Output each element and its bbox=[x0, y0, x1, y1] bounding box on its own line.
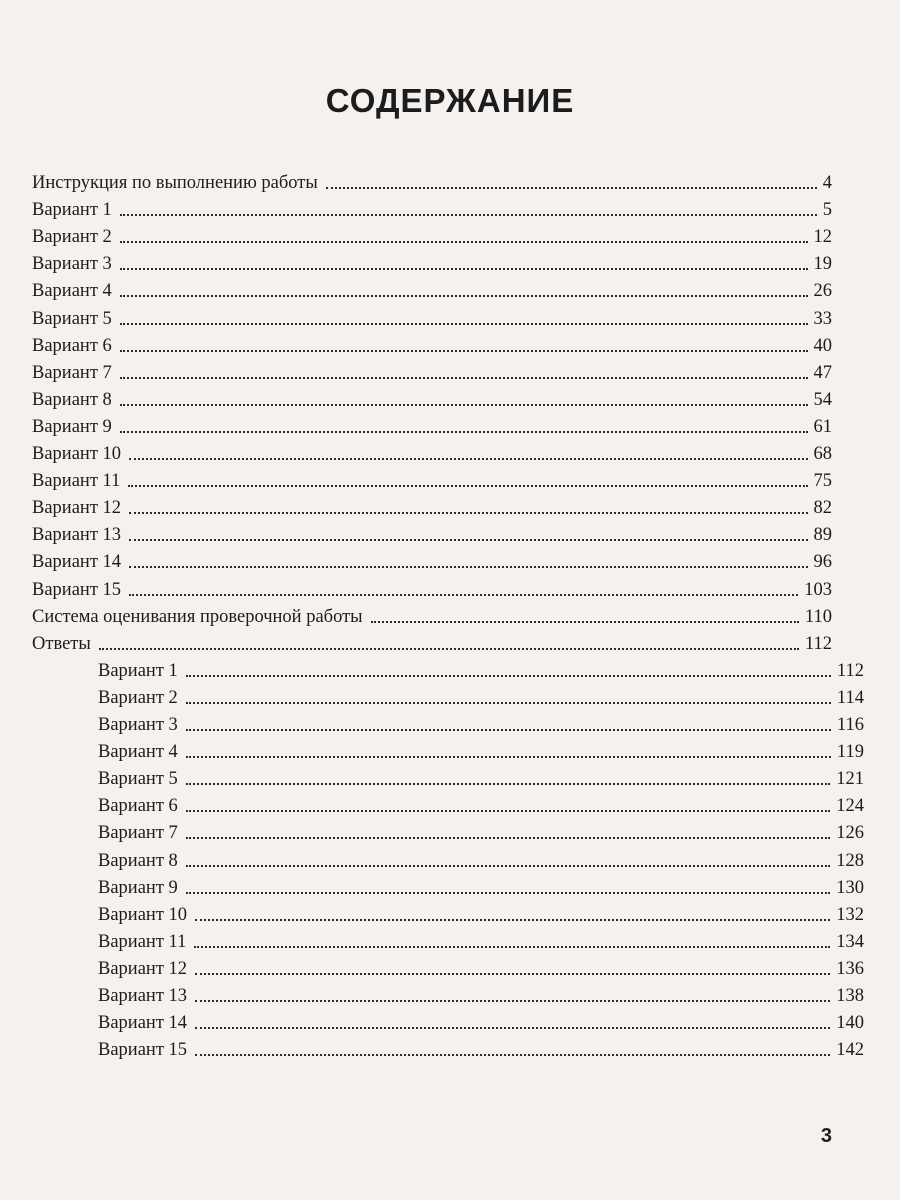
leader-dots bbox=[186, 865, 830, 867]
toc-entry-label: Вариант 2 bbox=[98, 687, 178, 708]
toc-entry-page: 40 bbox=[813, 335, 832, 356]
toc-entry bbox=[32, 251, 832, 277]
toc-entry-page: 138 bbox=[836, 986, 864, 1006]
leader-dots bbox=[120, 295, 808, 297]
toc-subentry bbox=[98, 983, 864, 1009]
toc-subentry bbox=[98, 712, 864, 738]
toc-entry-label: Вариант 6 bbox=[98, 796, 178, 817]
toc-entry-page: 134 bbox=[836, 931, 864, 952]
toc-entry-label: Ответы bbox=[32, 633, 91, 654]
leader-dots bbox=[129, 539, 807, 541]
page-number: 3 bbox=[820, 1125, 832, 1147]
toc-entry bbox=[32, 224, 832, 250]
toc-entry-page: 112 bbox=[804, 633, 832, 654]
toc-entry-label: Вариант 7 bbox=[98, 823, 178, 844]
leader-dots bbox=[129, 594, 798, 596]
leader-dots bbox=[186, 729, 831, 731]
toc-entry bbox=[32, 333, 832, 359]
toc-entry-page: 140 bbox=[836, 1013, 864, 1034]
toc-entry-label: Вариант 8 bbox=[98, 850, 178, 871]
leader-dots bbox=[371, 621, 799, 623]
toc-subentry bbox=[98, 875, 864, 901]
toc-subentry bbox=[98, 739, 864, 765]
toc-entry-page: 124 bbox=[836, 796, 864, 817]
toc-entry-label: Вариант 5 bbox=[32, 308, 112, 329]
leader-dots bbox=[120, 431, 808, 433]
toc-entry bbox=[32, 577, 832, 603]
toc-entry bbox=[32, 631, 832, 657]
toc-entry-label: Вариант 11 bbox=[32, 471, 121, 492]
toc-entry bbox=[32, 495, 832, 521]
toc-entry-label: Вариант 2 bbox=[32, 227, 112, 248]
toc-entry-page: 12 bbox=[813, 227, 832, 248]
toc-entry-page: 110 bbox=[804, 606, 832, 627]
leader-dots bbox=[120, 377, 808, 379]
toc-entry-page: 126 bbox=[836, 823, 864, 844]
toc-subentry bbox=[98, 766, 864, 792]
toc-entry-label: Вариант 12 bbox=[32, 498, 122, 519]
toc-entry bbox=[32, 549, 832, 575]
toc-entry-label: Вариант 14 bbox=[32, 552, 122, 573]
leader-dots bbox=[186, 675, 831, 677]
toc-entry-page: 142 bbox=[836, 1040, 864, 1061]
toc-subentry bbox=[98, 929, 864, 955]
leader-dots bbox=[326, 187, 817, 189]
toc-subentry bbox=[98, 658, 864, 684]
toc-entry-page: 128 bbox=[836, 850, 864, 871]
leader-dots bbox=[186, 756, 831, 758]
toc-entry bbox=[32, 360, 832, 386]
leader-dots bbox=[194, 946, 830, 948]
toc-entry-page: 136 bbox=[836, 958, 864, 979]
toc-entry-label: Вариант 1 bbox=[32, 200, 112, 221]
toc-entry-page: 4 bbox=[822, 173, 832, 193]
toc-entry-page: 61 bbox=[813, 416, 832, 437]
leader-dots bbox=[186, 702, 831, 704]
toc-entry-page: 5 bbox=[822, 200, 832, 221]
toc-entry-page: 130 bbox=[836, 877, 864, 898]
toc-entry bbox=[32, 414, 832, 440]
toc-entry-page: 89 bbox=[813, 525, 832, 546]
toc-entry bbox=[32, 278, 832, 304]
toc-subentry bbox=[98, 1010, 864, 1036]
leader-dots bbox=[195, 1054, 830, 1056]
toc-entry bbox=[32, 306, 832, 332]
toc-entry-page: 121 bbox=[836, 769, 864, 790]
leader-dots bbox=[195, 1027, 830, 1029]
toc-subentry bbox=[98, 793, 864, 819]
leader-dots bbox=[120, 404, 808, 406]
leader-dots bbox=[120, 241, 808, 243]
leader-dots bbox=[195, 1000, 830, 1002]
toc-entry-page: 116 bbox=[836, 715, 864, 735]
toc-subentry bbox=[98, 956, 864, 982]
toc-entry-page: 26 bbox=[813, 281, 832, 302]
toc-entry-label: Вариант 12 bbox=[98, 958, 188, 979]
toc-entry-label: Вариант 3 bbox=[98, 715, 178, 735]
toc-entry-page: 132 bbox=[836, 904, 864, 925]
toc-entry-label: Вариант 3 bbox=[32, 254, 112, 275]
leader-dots bbox=[129, 458, 807, 460]
toc-entry bbox=[32, 197, 832, 223]
toc-entry-label: Вариант 13 bbox=[98, 986, 188, 1006]
toc-entry-label: Вариант 7 bbox=[32, 362, 112, 383]
leader-dots bbox=[186, 892, 830, 894]
toc-entry-page: 119 bbox=[836, 742, 864, 763]
toc-entry bbox=[32, 522, 832, 548]
toc-entry bbox=[32, 387, 832, 413]
leader-dots bbox=[129, 512, 807, 514]
toc-entry bbox=[32, 604, 832, 630]
toc-entry-label: Вариант 13 bbox=[32, 525, 122, 546]
toc-entry-page: 68 bbox=[813, 444, 832, 464]
toc-entry-label: Вариант 9 bbox=[32, 416, 112, 437]
leader-dots bbox=[120, 214, 817, 216]
leader-dots bbox=[129, 566, 807, 568]
toc-entry-label: Вариант 9 bbox=[98, 877, 178, 898]
toc-entry-label: Вариант 8 bbox=[32, 389, 112, 410]
toc-subentry bbox=[98, 902, 864, 928]
leader-dots bbox=[120, 350, 808, 352]
toc-subentry bbox=[98, 848, 864, 874]
toc-entry-page: 19 bbox=[813, 254, 832, 275]
toc-subentry bbox=[98, 685, 864, 711]
toc-entry-label: Вариант 1 bbox=[98, 660, 178, 681]
toc-entry-page: 33 bbox=[813, 308, 832, 329]
page-title: СОДЕРЖАНИЕ bbox=[325, 82, 575, 119]
toc-entry-page: 54 bbox=[813, 389, 832, 410]
toc-entry-label: Вариант 11 bbox=[98, 931, 187, 952]
toc-entry-label: Вариант 6 bbox=[32, 335, 112, 356]
leader-dots bbox=[186, 783, 830, 785]
toc-entry bbox=[32, 468, 832, 494]
toc-entry-label: Вариант 4 bbox=[32, 281, 112, 302]
toc-entry-label: Система оценивания проверочной работы bbox=[32, 606, 363, 627]
toc-entry-label: Инструкция по выполнению работы bbox=[32, 173, 318, 193]
toc-entry-label: Вариант 15 bbox=[32, 579, 122, 600]
leader-dots bbox=[186, 810, 830, 812]
toc-entry bbox=[32, 441, 832, 467]
toc-entry-page: 112 bbox=[836, 660, 864, 681]
toc-entry-label: Вариант 10 bbox=[98, 904, 188, 925]
leader-dots bbox=[195, 919, 830, 921]
toc-subentry bbox=[98, 1037, 864, 1063]
toc-entry-page: 82 bbox=[813, 498, 832, 519]
toc-entry-page: 114 bbox=[836, 687, 864, 708]
toc-entry-label: Вариант 15 bbox=[98, 1040, 188, 1061]
toc-entry-label: Вариант 10 bbox=[32, 444, 122, 464]
toc-entry bbox=[32, 170, 832, 196]
leader-dots bbox=[195, 973, 830, 975]
toc-entry-label: Вариант 4 bbox=[98, 742, 178, 763]
leader-dots bbox=[120, 323, 808, 325]
toc-subentry bbox=[98, 820, 864, 846]
toc-entry-label: Вариант 14 bbox=[98, 1013, 188, 1034]
leader-dots bbox=[99, 648, 799, 650]
toc-entry-page: 75 bbox=[813, 471, 832, 492]
leader-dots bbox=[128, 485, 807, 487]
leader-dots bbox=[120, 268, 808, 270]
toc-entry-page: 103 bbox=[804, 579, 832, 600]
toc-entry-page: 47 bbox=[813, 362, 832, 383]
toc-entry-page: 96 bbox=[813, 552, 832, 573]
toc-entry-label: Вариант 5 bbox=[98, 769, 178, 790]
leader-dots bbox=[186, 837, 830, 839]
